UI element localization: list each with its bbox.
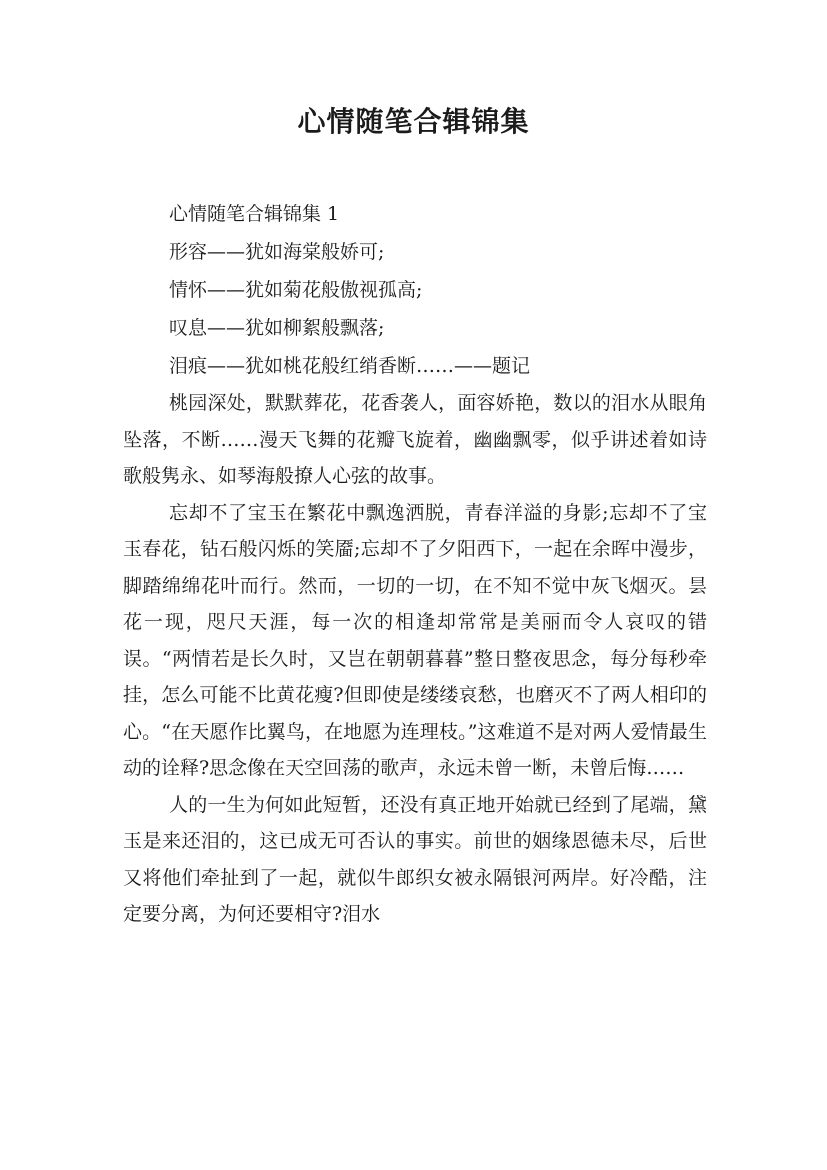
body-paragraph: 桃园深处，默默葬花，花香袭人，面容娇艳，数以的泪水从眼角坠落，不断……漫天飞舞的花瓣飞旋着，幽幽飘零，似乎讲述着如诗歌般隽永、如琴海般撩人心弦的故事。	[123, 392, 707, 487]
poem-line: 情怀——犹如菊花般傲视孤高;	[169, 279, 423, 301]
document-body	[123, 195, 707, 933]
poem-line: 叹息——犹如柳絮般飘落;	[169, 317, 385, 339]
body-paragraph: 人的一生为何如此短暂，还没有真正地开始就已经到了尾端，黛玉是来还泪的，这已成无可否认的事实。前世的姻缘恩德未尽，后世又将他们牵扯到了一起，就似牛郎织女被永隔银河两岸。好冷酷，注定要分离，为何还要相守?泪水	[123, 793, 707, 925]
poem-line: 形容——犹如海棠般娇可;	[169, 241, 385, 263]
body-paragraph: 忘却不了宝玉在繁花中飘逸洒脱，青春洋溢的身影;忘却不了宝玉春花，钻石般闪烁的笑靥;忘却不了夕阳西下，一起在余晖中漫步，脚踏绵绵花叶而行。然而，一切的一切，在不知不觉中灰飞烟灭。昙花一现，咫尺天涯，每一次的相逢却常常是美丽而令人哀叹的错误。“两情若是长久时，又岂在朝朝暮暮”整日整夜思念，每分每秒牵挂，怎么可能不比黄花瘦?但即使是缕缕哀愁，也磨灭不了两人相印的心。“在天愿作比翼鸟，在地愿为连理枝。”这难道不是对两人爱情最生动的诠释?思念像在天空回荡的歌声，永远未曾一断，未曾后悔……	[123, 501, 707, 779]
poem-line: 泪痕——犹如桃花般红绡香断……——题记	[169, 355, 531, 377]
section-heading: 心情随笔合辑锦集 1	[169, 203, 340, 225]
document-title: 心情随笔合辑锦集	[297, 105, 530, 138]
